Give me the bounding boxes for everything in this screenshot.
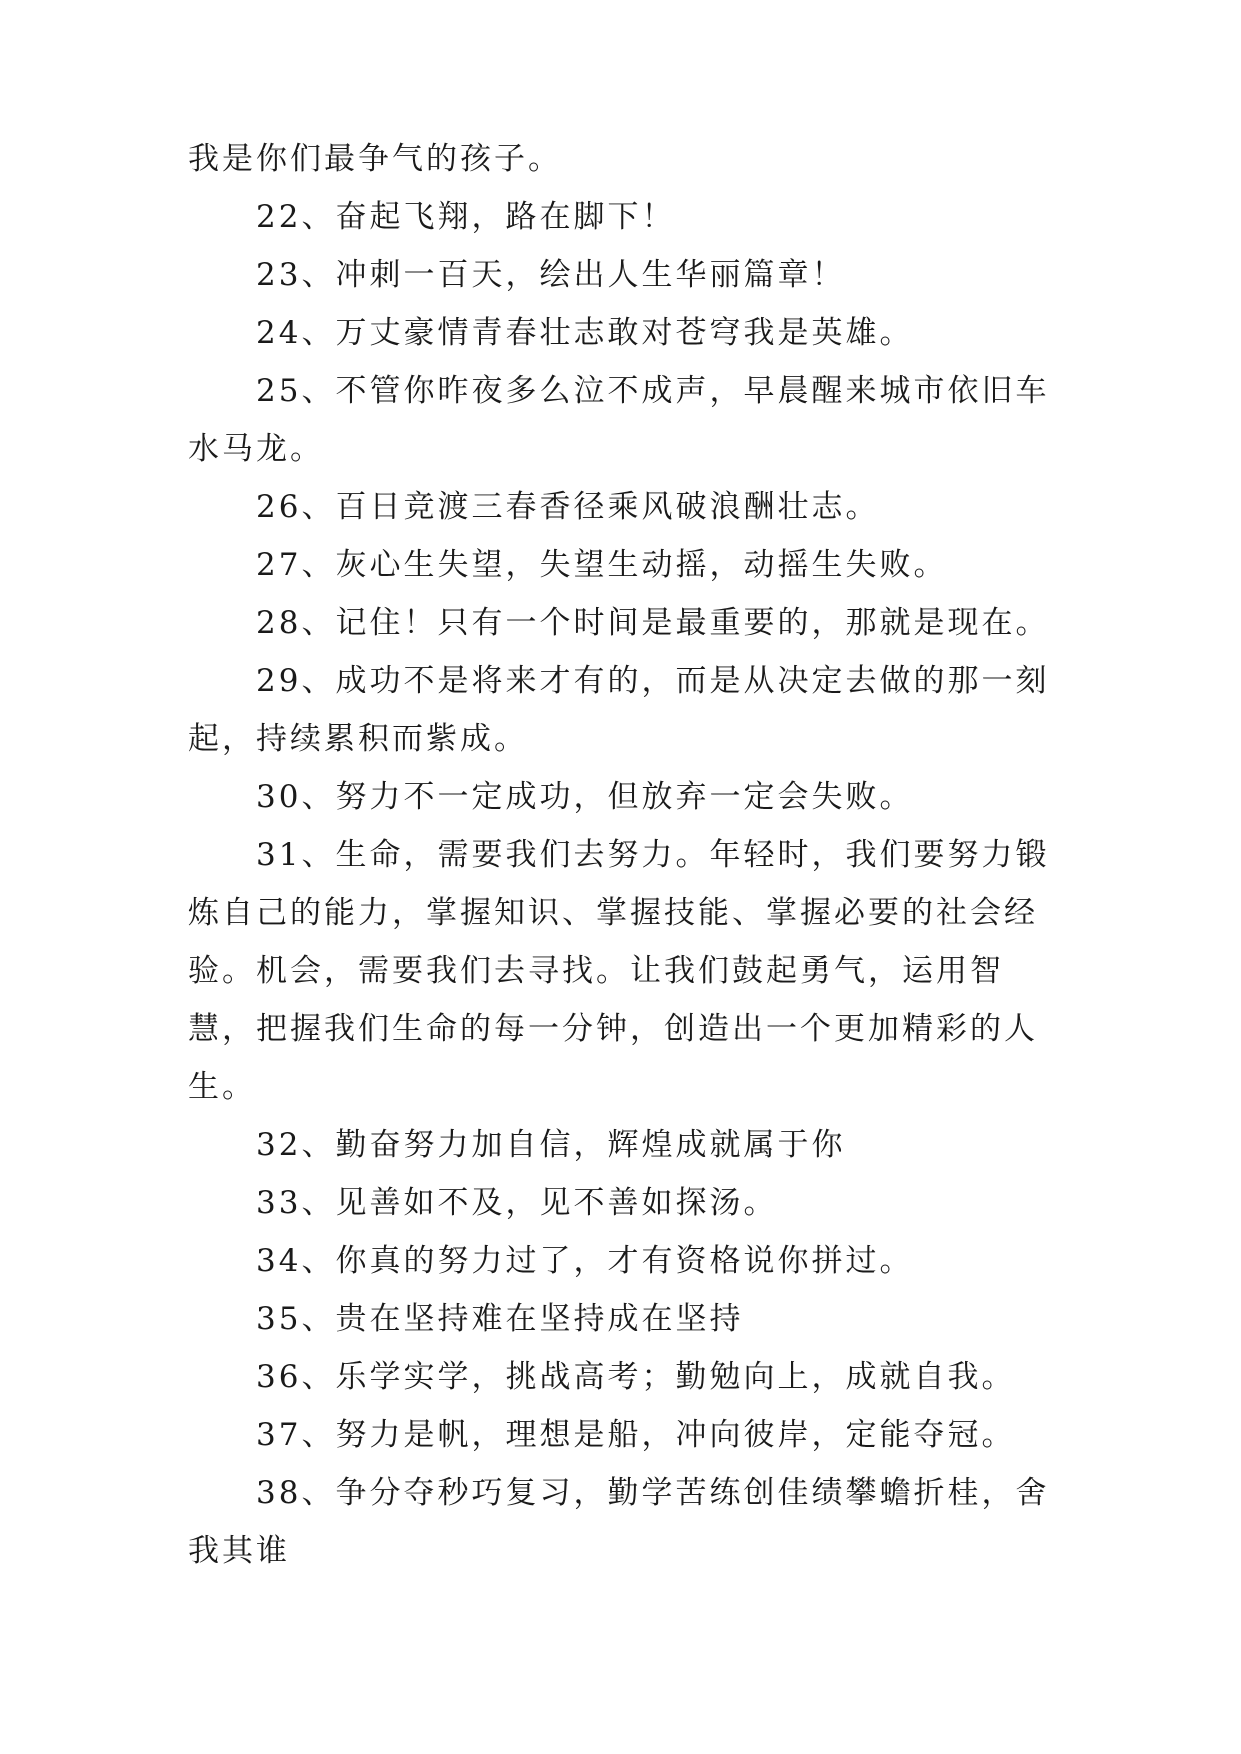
paragraph-22: 22、奋起飞翔，路在脚下！ — [256, 199, 676, 235]
paragraph-27: 27、灰心生失望，失望生动摇，动摇生失败。 — [256, 547, 948, 583]
paragraph-29: 29、成功不是将来才有的，而是从决定去做的那一刻起，持续累积而紫成。 — [188, 663, 1050, 757]
paragraph-34: 34、你真的努力过了，才有资格说你拼过。 — [256, 1243, 914, 1279]
paragraph-30: 30、努力不一定成功，但放弃一定会失败。 — [256, 779, 914, 815]
paragraph-32: 32、勤奋努力加自信，辉煌成就属于你 — [256, 1127, 846, 1163]
paragraph-28: 28、记住！只有一个时间是最重要的，那就是现在。 — [256, 605, 1050, 641]
paragraph-25: 25、不管你昨夜多么泣不成声，早晨醒来城市依旧车水马龙。 — [188, 373, 1050, 467]
paragraph-35: 35、贵在坚持难在坚持成在坚持 — [256, 1301, 744, 1337]
paragraph-33: 33、见善如不及，见不善如探汤。 — [256, 1185, 778, 1221]
paragraph-36: 36、乐学实学，挑战高考；勤勉向上，成就自我。 — [256, 1359, 1016, 1395]
paragraph-37: 37、努力是帆，理想是船，冲向彼岸，定能夺冠。 — [256, 1417, 1016, 1453]
paragraph-23: 23、冲刺一百天，绘出人生华丽篇章！ — [256, 257, 846, 293]
paragraph-31: 31、生命，需要我们去努力。年轻时，我们要努力锻炼自己的能力，掌握知识、掌握技能、掌握必要的社会经验。机会，需要我们去寻找。让我们鼓起勇气，运用智慧，把握我们生命的每一分钟，创造出一个更加精彩的人生。 — [188, 837, 1050, 1105]
paragraph-24: 24、万丈豪情青春壮志敢对苍穹我是英雄。 — [256, 315, 914, 351]
paragraph-38: 38、争分夺秒巧复习，勤学苦练创佳绩攀蟾折桂，舍我其谁 — [188, 1475, 1050, 1569]
paragraph-26: 26、百日竞渡三春香径乘风破浪酬壮志。 — [256, 489, 880, 525]
paragraph-continuation: 我是你们最争气的孩子。 — [188, 141, 562, 177]
document-body — [188, 130, 1068, 1580]
